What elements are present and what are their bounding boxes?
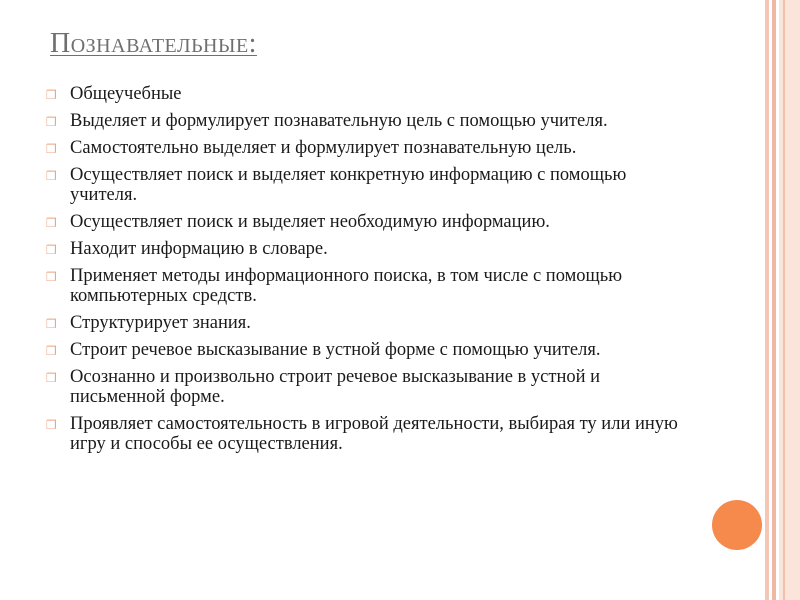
bullet-icon: ❒ (46, 243, 57, 257)
decorative-stripe (772, 0, 776, 600)
list-item-text: Выделяет и формулирует познавательную цель с помощью учителя. (70, 111, 608, 131)
list-item-text: Проявляет самостоятельность в игровой деятельности, выбирая ту или иную игру и способы ее осуществления. (70, 414, 678, 454)
list-item-text: Осуществляет поиск и выделяет конкретную информацию с помощью учителя. (70, 165, 627, 205)
list-item (44, 239, 684, 259)
list-item-text: Строит речевое высказывание в устной форме с помощью учителя. (70, 340, 601, 360)
list-item-text: Самостоятельно выделяет и формулирует познавательную цель. (70, 138, 577, 158)
list-item (44, 138, 684, 158)
decorative-stripe (783, 0, 785, 600)
bullet-icon: ❒ (46, 88, 57, 102)
decorative-stripe (765, 0, 769, 600)
list-item-text: Общеучебные (70, 84, 182, 104)
bullet-list (44, 84, 684, 461)
list-item (44, 313, 684, 333)
list-item-text: Находит информацию в словаре. (70, 239, 328, 259)
list-item (44, 266, 684, 306)
list-item (44, 84, 684, 104)
list-item (44, 367, 684, 407)
list-item-text: Структурирует знания. (70, 313, 251, 333)
list-item-text: Применяет методы информационного поиска, в том числе с помощью компьютерных средств. (70, 266, 623, 306)
list-item (44, 111, 684, 131)
bullet-icon: ❒ (46, 216, 57, 230)
list-item-text: Осознанно и произвольно строит речевое высказывание в устной и письменной форме. (70, 367, 601, 407)
decorative-circle (712, 500, 762, 550)
list-item (44, 212, 684, 232)
bullet-icon: ❒ (46, 344, 57, 358)
bullet-icon: ❒ (46, 270, 57, 284)
bullet-icon: ❒ (46, 142, 57, 156)
bullet-icon: ❒ (46, 317, 57, 331)
bullet-icon: ❒ (46, 371, 57, 385)
list-item (44, 414, 684, 454)
list-item (44, 340, 684, 360)
bullet-icon: ❒ (46, 169, 57, 183)
bullet-icon: ❒ (46, 115, 57, 129)
list-item (44, 165, 684, 205)
slide-title: Познавательные: (50, 28, 257, 59)
bullet-icon: ❒ (46, 418, 57, 432)
list-item-text: Осуществляет поиск и выделяет необходимую информацию. (70, 212, 550, 232)
